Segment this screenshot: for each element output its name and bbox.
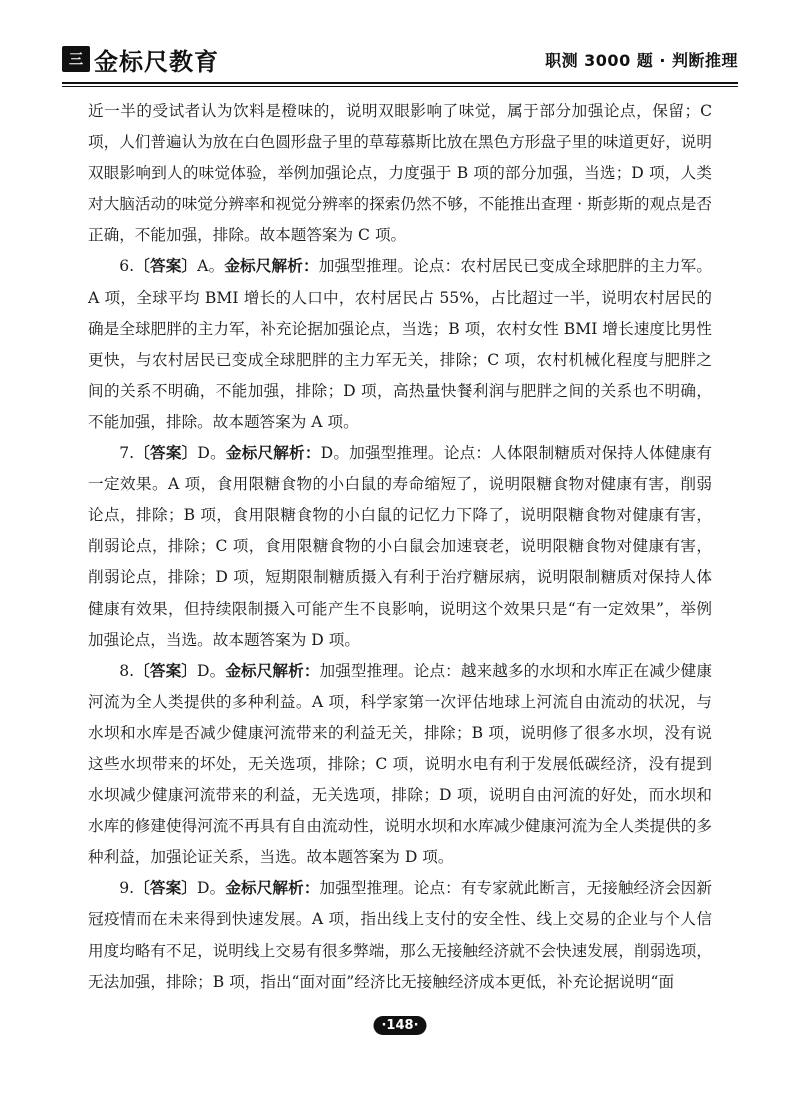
analysis-text: 加强型推理。论点：有专家就此断言，无接触经济会因新冠疫情而在未来得到快速发展。A 项，指出线上支付的安全性、线上交易的企业与个人信用度均略有不足，说明线上交易有很多弊端，那么无接触经济就不会快速发展，削弱选项，无法加强，排除；B 项，指出“面对面”经济比无接触经济成本更低，补充论据说明“面 [88,879,712,991]
answer-item-7 [88,438,712,656]
page-content [88,96,712,998]
answer-tag: 〔答案〕 [134,661,197,680]
book-title: 职测 3000 题 · 判断推理 [545,50,738,70]
analysis-text: 加强型推理。论点：越来越多的水坝和水库正在减少健康河流为全人类提供的多种利益。A 项，科学家第一次评估地球上河流自由流动的状况，与水坝和水库是否减少健康河流带来的利益无关，排除；B 项，说明修了很多水坝，没有说这些水坝带来的坏处，无关选项，排除；C 项，说明水电有利于发展低碳经济，没有提到水坝减少健康河流带来的利益，无关选项，排除；D 项，说明自由河流的好处，而水坝和水库的修建使得河流不再具有自由流动性，说明水坝和水库减少健康河流为全人类提供的多种利益，加强论证关系，当选。故本题答案为 D 项。 [88,661,712,867]
logo-mark-icon: 三 [62,46,90,72]
analysis-text: 加强型推理。论点：农村居民已变成全球肥胖的主力军。A 项，全球平均 BMI 增长的人口中，农村居民占 55%，占比超过一半，说明农村居民的确是全球肥胖的主力军，补充论据加强论点，当选；B 项，农村女性 BMI 增长速度比男性更快，与农村居民已变成全球肥胖的主力军无关，排除；C 项，农村机械化程度与肥胖之间的关系不明确，不能加强，排除；D 项，高热量快餐利润与肥胖之间的关系也不明确，不能加强，排除。故本题答案为 A 项。 [88,257,712,431]
item-number: 8. [119,661,135,680]
analysis-tag: 金标尺解析： [225,444,321,463]
analysis-text: D。加强型推理。论点：人体限制糖质对保持人体健康有一定效果。A 项，食用限糖食物的小白鼠的寿命缩短了，说明限糖食物对健康有害，削弱论点，排除；B 项，食用限糖食物的小白鼠的记忆力下降了，说明限糖食物对健康有害，削弱论点，排除；C 项，食用限糖食物的小白鼠会加速衰老，说明限糖食物对健康有害，削弱论点，排除；D 项，短期限制糖质摄入有利于治疗糖尿病，说明限制糖质对保持人体健康有效果，但持续限制摄入可能产生不良影响，说明这个效果只是“有一定效果”，举例加强论点，当选。故本题答案为 D 项。 [88,444,712,649]
item-number: 9. [119,879,135,898]
answer-tag: 〔答案〕 [134,879,197,898]
answer-item-6 [88,251,712,438]
page-number: ·148· [373,1016,426,1035]
answer-letter: D。 [197,661,226,680]
analysis-tag: 金标尺解析： [225,879,320,898]
paragraph-continuation [88,96,712,251]
item-number: 6. [119,257,135,276]
brand-name: 金标尺教育 [94,47,219,76]
answer-letter: D。 [197,879,226,898]
answer-tag: 〔答案〕 [134,444,198,463]
header-rule [62,82,738,84]
item-number: 7. [119,444,135,463]
answer-letter: D。 [197,444,226,463]
answer-tag: 〔答案〕 [134,257,198,276]
header-rule-thin [62,86,738,87]
analysis-tag: 金标尺解析： [224,257,319,276]
paragraph-text: 近一半的受试者认为饮料是橙味的，说明双眼影响了味觉，属于部分加强论点，保留；C 项，人们普遍认为放在白色圆形盘子里的草莓慕斯比放在黑色方形盘子里的味道更好，说明双眼影响到人的味觉体验，举例加强论点，力度强于 B 项的部分加强，当选；D 项，人类对大脑活动的味觉分辨率和视觉分辨率的探索仍然不够，不能推出查理 · 斯彭斯的观点是否正确，不能加强，排除。故本题答案为 C 项。 [88,102,712,245]
page-header [62,38,738,80]
answer-item-8 [88,656,712,874]
brand-logo [62,42,219,77]
answer-letter: A。 [197,257,225,276]
answer-item-9 [88,873,712,997]
analysis-tag: 金标尺解析： [225,661,320,680]
